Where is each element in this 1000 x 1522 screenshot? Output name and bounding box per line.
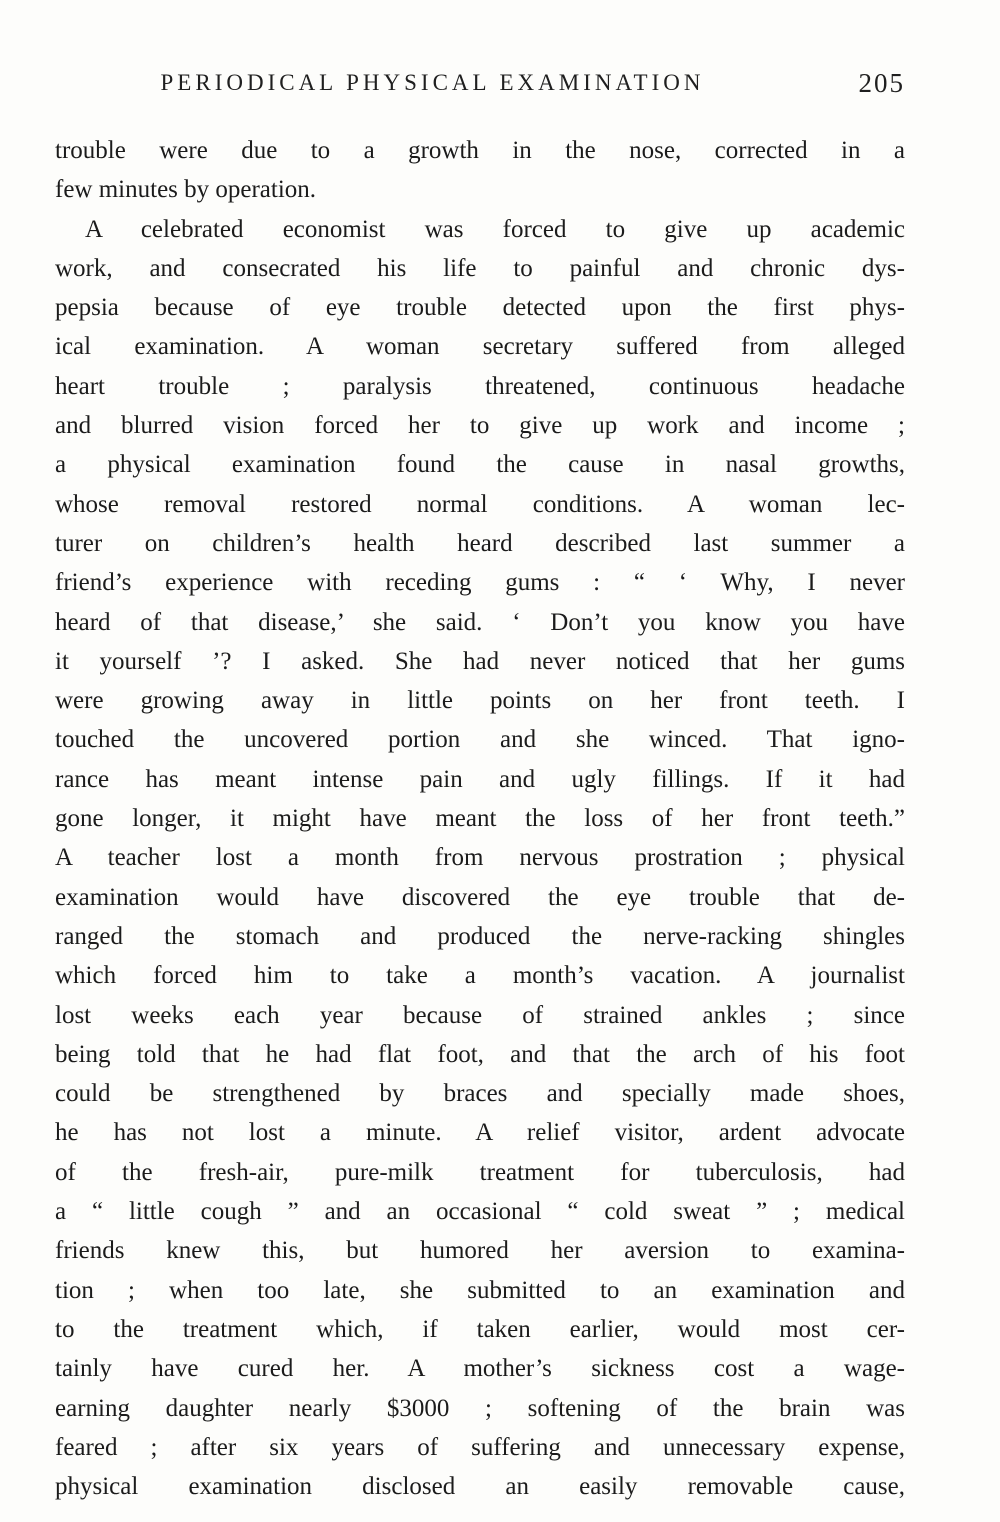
- text-line: gone longer, it might have meant the loss of her front teeth.”: [55, 805, 905, 833]
- text-line: pepsia because of eye trouble detected upon the first phys-: [55, 294, 905, 322]
- text-line: rance has meant intense pain and ugly fillings. If it had: [55, 765, 905, 793]
- page-body: [55, 131, 905, 1506]
- text-line: few minutes by operation.: [55, 176, 317, 204]
- text-line: work, and consecrated his life to painful and chronic dys-: [55, 254, 905, 282]
- text-line: trouble were due to a growth in the nose, corrected in a: [55, 137, 905, 164]
- text-line: examination would have discovered the eye trouble that de-: [55, 883, 905, 911]
- text-line: tainly have cured her. A mother’s sickness cost a wage-: [55, 1355, 905, 1383]
- text-line: whose removal restored normal conditions. A woman lec-: [55, 490, 905, 518]
- text-line: A teacher lost a month from nervous prostration ; physical: [55, 844, 905, 872]
- text-line: heart trouble ; paralysis threatened, continuous headache: [55, 372, 905, 400]
- text-line: were growing away in little points on her front teeth. I: [55, 687, 905, 715]
- text-line: ranged the stomach and produced the nerve-racking shingles: [55, 922, 905, 950]
- text-line: turer on children’s health heard described last summer a: [55, 529, 905, 557]
- text-line: friend’s experience with receding gums : “ ‘ Why, I never: [55, 569, 905, 597]
- text-line: which forced him to take a month’s vacation. A journalist: [55, 962, 905, 990]
- text-line: tion ; when too late, she submitted to an examination and: [55, 1276, 905, 1304]
- running-header: [55, 70, 905, 104]
- text-line: physical examination disclosed an easily removable cause,: [55, 1473, 905, 1501]
- text-line: A celebrated economist was forced to give up academic: [85, 215, 905, 243]
- text-line: it yourself ’? I asked. She had never noticed that her gums: [55, 647, 905, 675]
- page-number: 205: [858, 68, 905, 98]
- text-line: feared ; after six years of suffering and unnecessary expense,: [55, 1433, 905, 1461]
- text-line: he has not lost a minute. A relief visitor, ardent advocate: [55, 1119, 905, 1147]
- text-line: ical examination. A woman secretary suffered from alleged: [55, 333, 905, 361]
- text-line: being told that he had flat foot, and that the arch of his foot: [55, 1040, 905, 1068]
- text-line: a physical examination found the cause in nasal growths,: [55, 451, 905, 479]
- text-line: could be strengthened by braces and specially made shoes,: [55, 1080, 905, 1108]
- page-title: PERIODICAL PHYSICAL EXAMINATION: [160, 70, 705, 95]
- text-line: of the fresh-air, pure-milk treatment for tuberculosis, had: [55, 1158, 905, 1186]
- text-line: friends knew this, but humored her aversion to examina-: [55, 1237, 905, 1265]
- text-line: earning daughter nearly $3000 ; softening of the brain was: [55, 1394, 905, 1422]
- text-line: lost weeks each year because of strained ankles ; since: [55, 1001, 905, 1029]
- text-line: a “ little cough ” and an occasional “ cold sweat ” ; medical: [55, 1198, 905, 1226]
- text-line: touched the uncovered portion and she winced. That igno-: [55, 726, 905, 754]
- text-line: and blurred vision forced her to give up work and income ;: [55, 412, 905, 440]
- text-line: to the treatment which, if taken earlier, would most cer-: [55, 1315, 905, 1343]
- text-line: heard of that disease,’ she said. ‘ Don’t you know you have: [55, 608, 905, 636]
